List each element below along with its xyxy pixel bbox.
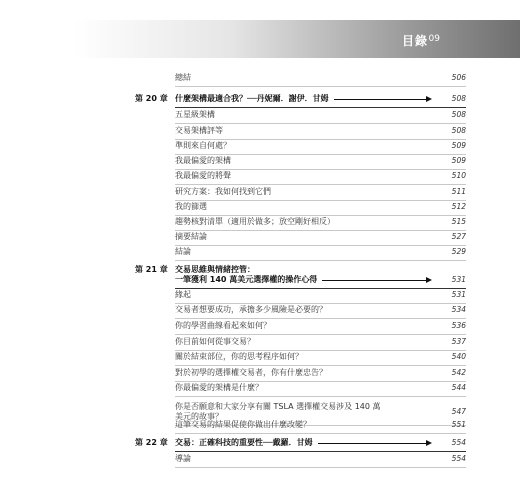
chapter-number: 第 20 章 — [135, 94, 168, 103]
divider — [175, 396, 466, 397]
page-number: 531 — [451, 275, 466, 284]
page-number: 509 — [451, 141, 466, 150]
arrow-line — [334, 99, 426, 100]
toc-label: 我的篩選 — [175, 202, 207, 211]
toc-label-line2: 一筆獲利 140 萬美元選擇權的操作心得 — [175, 275, 318, 284]
page-number: 509 — [451, 156, 466, 165]
divider — [175, 154, 466, 155]
divider — [175, 215, 466, 216]
divider — [175, 184, 466, 185]
page-number: 551 — [451, 420, 466, 429]
page-number: 547 — [451, 407, 466, 416]
toc-label: 趨勢核對清單（適用於做多；放空剛好相反） — [175, 217, 335, 226]
page-number: 511 — [451, 187, 466, 196]
chapter-number: 第 22 章 — [135, 438, 168, 447]
toc-label: 關於結束部位，你的思考程序如何？ — [175, 352, 303, 361]
divider — [175, 451, 466, 452]
divider — [175, 350, 466, 351]
page-number: 506 — [451, 73, 466, 82]
page-number: 508 — [451, 126, 466, 135]
arrow-right-icon — [426, 277, 432, 283]
toc-label: 你目前如何從事交易？ — [175, 337, 255, 346]
page-number: 540 — [451, 352, 466, 361]
page-number: 527 — [451, 232, 466, 241]
divider — [175, 381, 466, 382]
page-number: 531 — [451, 290, 466, 299]
toc-label: 我最偏愛的將聲 — [175, 171, 231, 180]
toc-label: 我最偏愛的架構 — [175, 156, 231, 165]
toc-label: 你的學習曲線看起來如何？ — [175, 321, 271, 330]
page-number: 510 — [451, 171, 466, 180]
header-page-number: 09 — [428, 34, 440, 44]
divider — [175, 123, 466, 124]
toc-label: 你最偏愛的架構是什麼？ — [175, 383, 263, 392]
arrow-right-icon — [426, 440, 432, 446]
toc-label: 交易者想要成功，承擔多少風險是必要的？ — [175, 305, 327, 314]
divider — [175, 230, 466, 231]
toc-label: 什麼架構最適合我？──丹妮爾．謝伊．甘姆 — [175, 94, 329, 103]
divider — [175, 288, 466, 289]
page-number: 542 — [451, 368, 466, 377]
divider — [175, 467, 466, 468]
divider — [175, 334, 466, 335]
divider — [175, 107, 466, 108]
divider — [175, 303, 466, 304]
toc-label: 結論 — [175, 247, 191, 256]
divider — [175, 433, 466, 434]
chapter-number: 第 21 章 — [135, 265, 168, 274]
page-number: 537 — [451, 337, 466, 346]
toc-label: 交易架構評等 — [175, 126, 223, 135]
page-number: 508 — [451, 110, 466, 119]
divider — [175, 365, 466, 366]
toc-label: 緣起 — [175, 290, 191, 299]
toc-label: 對於初學的選擇權交易者，你有什麼忠告？ — [175, 368, 327, 377]
divider — [175, 86, 466, 87]
toc-label: 總結 — [175, 73, 191, 82]
divider — [175, 245, 466, 246]
page-number: 536 — [451, 321, 466, 330]
toc-label: 這筆交易的結果促使你做出什麼改變？ — [175, 420, 311, 429]
toc-label: 研究方案：我如何找到它們 — [175, 187, 271, 196]
divider — [175, 260, 466, 261]
page-number: 508 — [451, 94, 466, 103]
page-number: 554 — [451, 438, 466, 447]
divider — [175, 139, 466, 140]
page-number: 512 — [451, 202, 466, 211]
page-number: 529 — [451, 247, 466, 256]
divider — [175, 318, 466, 319]
page-number: 515 — [451, 217, 466, 226]
divider — [175, 200, 466, 201]
arrow-line — [318, 443, 426, 444]
toc-label: 摘要結論 — [175, 232, 207, 241]
toc-label: 交易思維與情緒控管： — [175, 265, 255, 274]
divider — [175, 169, 466, 170]
page-number: 554 — [451, 454, 466, 463]
page-number: 544 — [451, 383, 466, 392]
arrow-line — [322, 280, 426, 281]
arrow-right-icon — [426, 96, 432, 102]
toc-label: 交易：正確科技的重要性──戴羅．甘姆 — [175, 438, 313, 447]
toc-label: 你是否願意和大家分享有關 TSLA 選擇權交易涉及 140 萬 — [175, 402, 381, 411]
header-title: 目錄 — [401, 34, 428, 48]
toc-label: 五星級架構 — [175, 110, 215, 119]
toc-label: 準則來自何處？ — [175, 141, 231, 150]
toc-label: 導論 — [175, 454, 191, 463]
toc-label-line2: 美元的故事？ — [175, 412, 223, 421]
page-number: 534 — [451, 305, 466, 314]
